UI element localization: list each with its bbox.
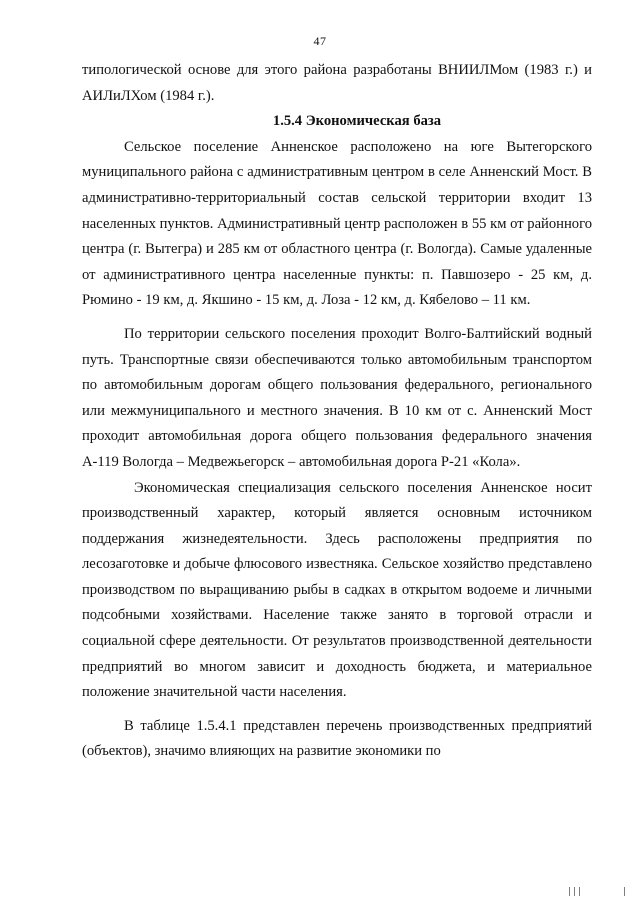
body-text	[82, 58, 592, 765]
paragraph-transport: По территории сельского поселения проходит Волго-Балтийский водный путь. Транспортные связи обеспечиваются только автомобильным транспортом по автомобильным дорогам общего пользования федерального, регионального или межмуниципального и местного значения. В 10 км от с. Анненский Мост проходит автомобильная дорога общего пользования федерального значения А-119 Вологда – Медвежьегорск – автомобильная дорога Р-21 «Кола».	[82, 325, 592, 470]
paragraph-location: Сельское поселение Анненское расположено на юге Вытегорского муниципального района с административным центром в селе Анненский Мост. В административно-территориальный состав сельской территории входит 13 населенных пунктов. Административный центр расположен в 55 км от районного центра (г. Вытегра) и 285 км от областного центра (г. Вологда). Самые удаленные от административного центра населенные пункты: п. Павшозеро - 25 км, д. Рюмино - 19 км, д. Якшино - 15 км, д. Лоза - 12 км, д. Кябелово – 11 км.	[82, 138, 592, 309]
scan-mark-left: |||	[567, 887, 583, 897]
paragraph-table-reference: В таблице 1.5.4.1 представлен перечень производственных предприятий (объектов), значимо влияющих на развитие экономики по	[82, 717, 592, 760]
scan-marks	[568, 887, 628, 897]
paragraph-continuation: типологической основе для этого района разработаны ВНИИЛМом (1983 г.) и АИЛиЛХом (1984 г.).	[82, 62, 592, 104]
section-heading: 1.5.4 Экономическая база	[272, 113, 442, 130]
page-number: 47	[313, 34, 327, 48]
paragraph-economy: Экономическая специализация сельского поселения Анненское носит производственный характер, который является основным источником поддержания жизнедеятельности. Здесь расположены предприятия по лесозаготовке и добыче флюсового известняка. Сельское хозяйство представлено производством по выращиванию рыбы в садках в открытом водоеме и личными подсобными хозяйствами. Население также занято в торговой отрасли и социальной сфере деятельности. От результатов производственной деятельности предприятий во многом зависит и доходность бюджета, и материальное положение значительной части населения.	[82, 479, 592, 701]
scan-mark-right: |	[622, 887, 628, 897]
